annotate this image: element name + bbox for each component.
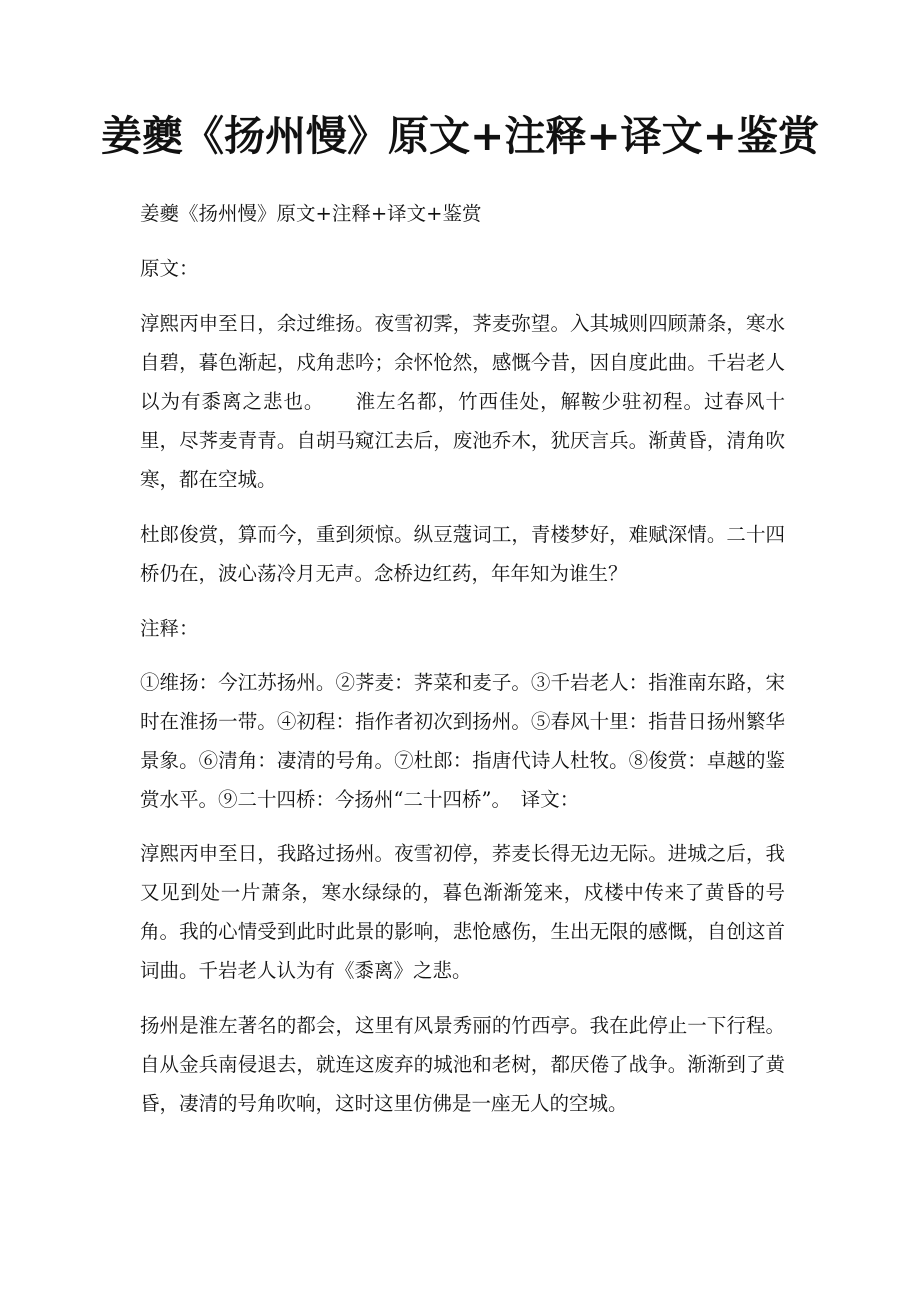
notes-heading: 注释： [140, 617, 199, 640]
original-paragraph-2: 杜郎俊赏，算而今，重到须惊。纵豆蔻词工，青楼梦好，难赋深情。二十四桥仍在，波心荡冷月无声。念桥边红药，年年知为谁生？ [140, 523, 785, 585]
document-title: 姜夔《扬州慢》原文+注释+译文+鉴赏 [100, 112, 820, 160]
original-paragraph-1: 淳熙丙申至日，余过维扬。夜雪初霁，荠麦弥望。入其城则四顾萧条，寒水自碧，暮色渐起，戍角悲吟；余怀怆然，感慨今昔，因自度此曲。千岩老人以为有黍离之悲也。 淮左名都，竹西佳处，解鞍少驻初程。过春风十里，尽荠麦青青。自胡马窥江去后，废池乔木，犹厌言兵。渐黄昏，清角吹寒，都在空城。 [140, 312, 785, 491]
document-subtitle: 姜夔《扬州慢》原文+注释+译文+鉴赏 [140, 202, 482, 225]
translation-paragraph-1: 淳熙丙申至日，我路过扬州。夜雪初停，荞麦长得无边无际。进城之后，我又见到处一片萧条，寒水绿绿的，暮色渐渐笼来，戍楼中传来了黄昏的号角。我的心情受到此时此景的影响，悲怆感伤，生出无限的感慨，自创这首词曲。千岩老人认为有《黍离》之悲。 [140, 842, 785, 982]
notes-paragraph: ①维扬：今江苏扬州。②荠麦：荠菜和麦子。③千岩老人：指淮南东路，宋时在淮扬一带。④初程：指作者初次到扬州。⑤春风十里：指昔日扬州繁华景象。⑥清角：凄清的号角。⑦杜郎：指唐代诗人杜牧。⑧俊赏：卓越的鉴赏水平。⑨二十四桥：今扬州“二十四桥”。 译文： [140, 671, 785, 811]
original-heading: 原文： [140, 257, 199, 280]
translation-paragraph-2: 扬州是淮左著名的都会，这里有风景秀丽的竹西亭。我在此停止一下行程。自从金兵南侵退去，就连这废弃的城池和老树，都厌倦了战争。渐渐到了黄昏，凄清的号角吹响，这时这里仿佛是一座无人的空城。 [140, 1014, 785, 1115]
